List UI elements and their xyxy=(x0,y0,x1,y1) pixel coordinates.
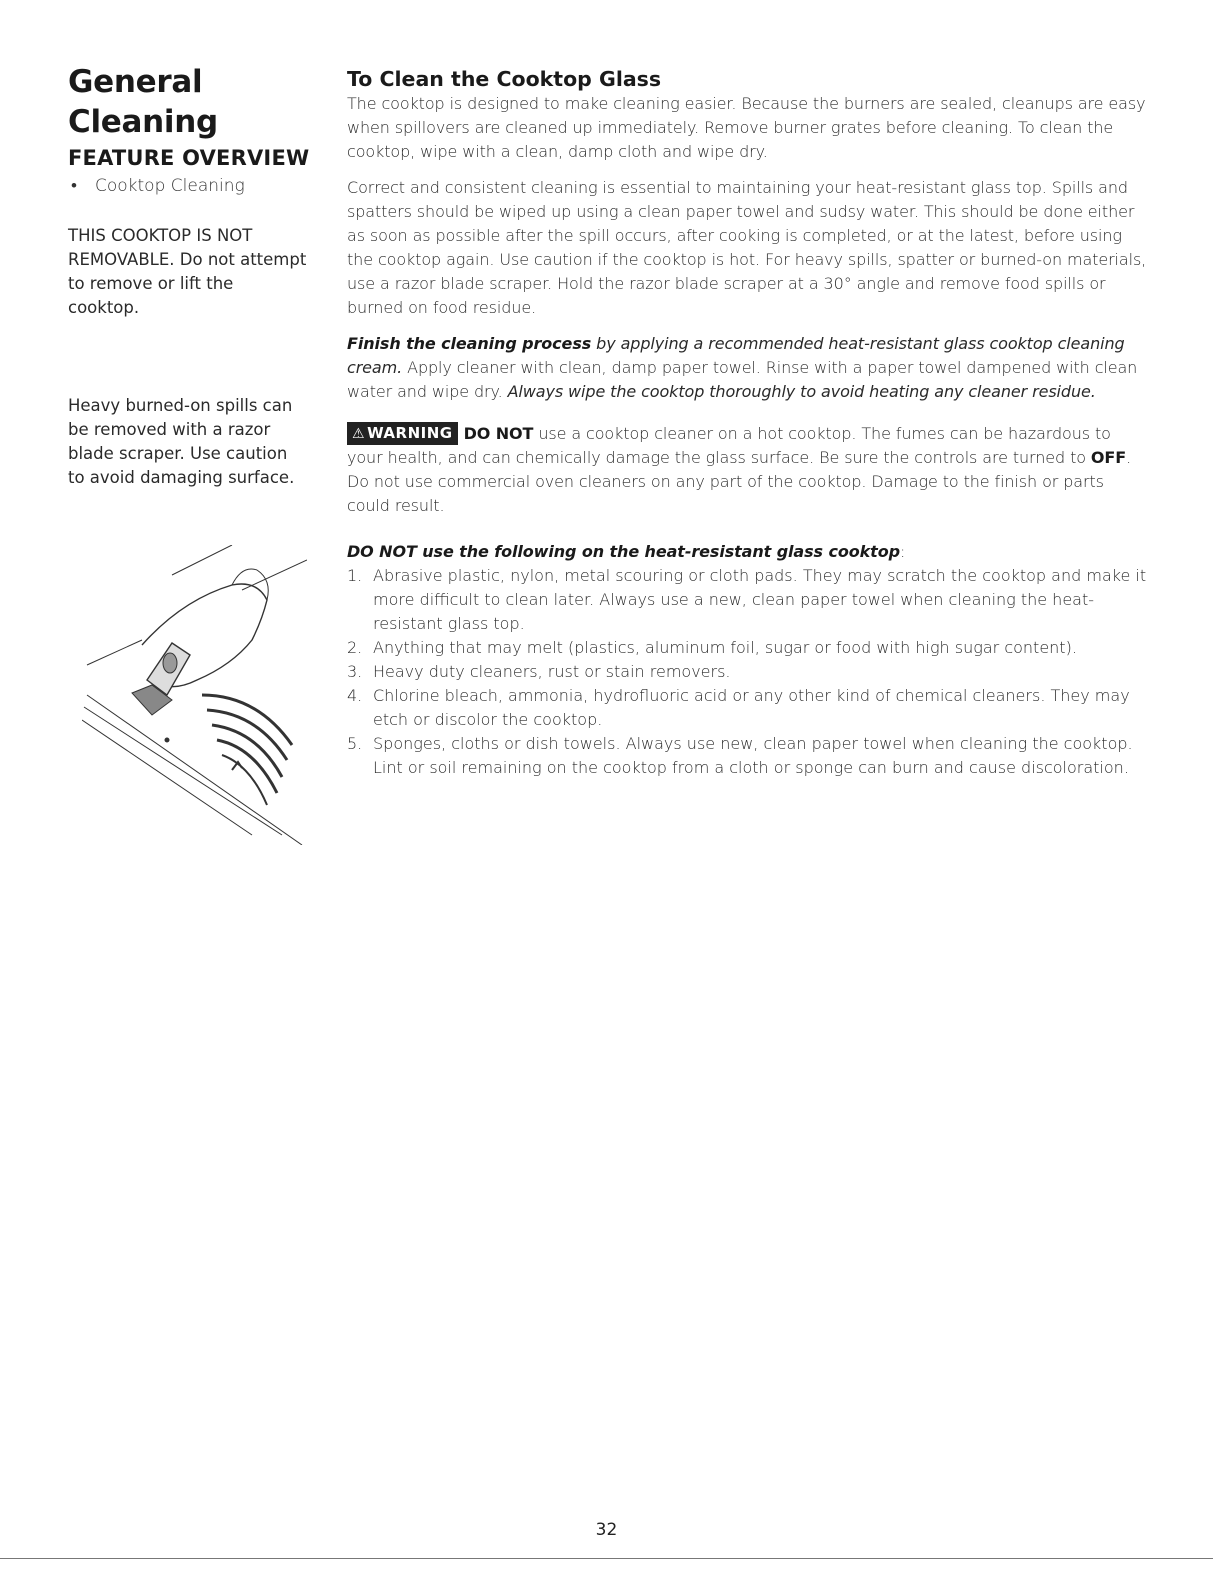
finish-middle: Apply cleaner with clean, damp paper towel. Rinse with a paper towel dampened with clean water and wipe dry. xyxy=(347,358,1138,401)
list-item: 3. Heavy duty cleaners, rust or stain removers. xyxy=(347,662,731,681)
sidebar xyxy=(68,62,318,487)
warning-off: OFF xyxy=(1090,448,1127,467)
warning-triangle-icon: ⚠ xyxy=(352,426,366,442)
title-line-2: Cleaning xyxy=(68,104,218,140)
list-heading xyxy=(347,540,1147,564)
page-title xyxy=(68,62,318,142)
do-not-use-list xyxy=(347,564,1147,780)
list-item: 5. Sponges, cloths or dish towels. Always use new, clean paper towel when cleaning the cooktop. Lint or soil remaining on the cooktop from a cloth or sponge can burn and cause discoloration. xyxy=(347,734,1133,777)
list-heading-suffix: : xyxy=(899,542,906,561)
warning-badge-text: WARNING xyxy=(367,424,453,442)
warning-paragraph xyxy=(347,422,1147,518)
finish-tail: Always wipe the cooktop thoroughly to avoid heating any cleaner residue. xyxy=(507,382,1096,401)
warning-text-2: . Do not use commercial oven cleaners on any part of the cooktop. Damage to the finish or parts could result. xyxy=(347,448,1132,515)
finish-lead: Finish the cleaning process xyxy=(347,334,592,353)
bottom-rule xyxy=(0,1558,1213,1559)
list-item: 1. Abrasive plastic, nylon, metal scouring or cloth pads. They may scratch the cooktop and make it more difficult to clean later. Always use a new, clean paper towel when cleaning the heat-resistant glass top. xyxy=(347,566,1147,633)
list-item: 2. Anything that may melt (plastics, aluminum foil, sugar or food with high sugar content). xyxy=(347,638,1077,657)
finish-lead-italic: by applying a recommended heat-resistant glass cooktop cleaning cream. xyxy=(347,334,1125,377)
list-heading-text: DO NOT use the following on the heat-resistant glass cooktop xyxy=(347,542,900,561)
feature-overview-heading: FEATURE OVERVIEW xyxy=(68,146,310,170)
title-line-1: General xyxy=(68,64,203,100)
list-item: 4. Chlorine bleach, ammonia, hydrofluoric acid or any other kind of chemical cleaners. They may etch or discolor the cooktop. xyxy=(347,686,1130,729)
paragraph-consistent-cleaning: Correct and consistent cleaning is essential to maintaining your heat-resistant glass top. Spills and spatters should be wiped up using a clean paper towel and sudsy water. This should be done either as soon as possible after the spill occurs, after cooking is completed, or at the latest, before using the cooktop again. Use caution if the cooktop is hot. For heavy spills, spatter or burned-on materials, use a razor blade scraper. Hold the razor blade scraper at a 30° angle and remove food spills or burned on food residue. xyxy=(347,178,1147,317)
warning-lead: DO NOT xyxy=(463,424,534,443)
warning-badge xyxy=(347,422,458,445)
main-content xyxy=(347,66,1147,780)
bullet-icon: • xyxy=(71,176,77,196)
paragraph-intro: The cooktop is designed to make cleaning easier. Because the burners are sealed, cleanups are easy when spillovers are cleaned up immediately. Remove burner grates before cleaning. To clean the cooktop, wipe with a clean, damp cloth and wipe dry. xyxy=(347,94,1146,161)
razor-scraper-note: Heavy burned-on spills can be removed with a razor blade scraper. Use caution to avoid damaging surface. xyxy=(68,396,295,487)
bullet-text: Cooktop Cleaning xyxy=(95,176,245,196)
section-heading: To Clean the Cooktop Glass xyxy=(347,67,662,91)
warning-text-1: use a cooktop cleaner on a hot cooktop. The fumes can be hazardous to your health, and can chemically damage the glass surface. Be sure the controls are turned to xyxy=(347,424,1111,467)
feature-bullet-item xyxy=(68,174,318,198)
not-removable-note: THIS COOKTOP IS NOT REMOVABLE. Do not attempt to remove or lift the cooktop. xyxy=(68,226,307,317)
razor-scraper-on-cooktop-illustration xyxy=(82,545,307,845)
paragraph-finish-process xyxy=(347,332,1147,404)
page-number: 32 xyxy=(595,1520,618,1540)
